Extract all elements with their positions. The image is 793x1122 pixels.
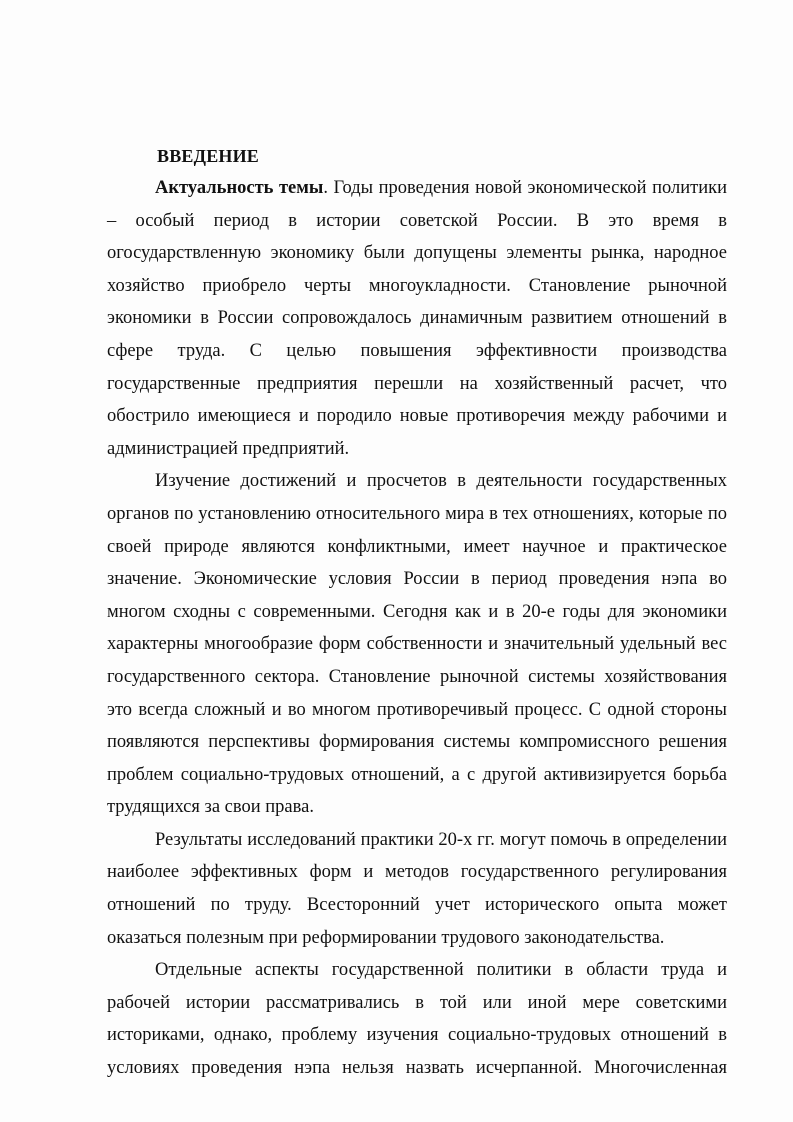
paragraph-historiography (107, 954, 727, 1084)
paragraph-text: Изучение достижений и просчетов в деятельности государственных органов по установлению относительного мира в тех отношениях, которые по своей природе являются конфликтными, имеет научное и практическое значение. Экономические условия России в период проведения нэпа во многом сходны с современными. Сегодня как и в 20-е годы для экономики характерны многообразие форм собственности и значительный удельный вес государственного сектора. Становление рыночной системы хозяйствования это всегда сложный и во многом противоречивый процесс. С одной стороны появляются перспективы формирования системы компромиссного решения проблем социально-трудовых отношений, а с другой активизируется борьба трудящихся за свои права. (107, 471, 727, 818)
body-text (107, 172, 727, 1085)
paragraph-lead: Актуальность темы (155, 178, 324, 198)
paragraph-significance (107, 465, 727, 824)
section-heading: ВВЕДЕНИЕ (157, 146, 260, 166)
paragraph-text: Результаты исследований практики 20-х гг. могут помочь в определении наиболее эффективных форм и методов государственного регулирования отношений по труду. Всесторонний учет исторического опыта может оказаться полезным при реформировании трудового законодательства. (107, 829, 727, 948)
paragraph-results (107, 824, 727, 954)
paragraph-text: . Годы проведения новой экономической политики – особый период в истории советской России. В это время в огосударствленную экономику были допущены элементы рынка, народное хозяйство приобрело черты многоукладности. Становление рыночной экономики в России сопровождалось динамичным развитием отношений в сфере труда. С целью повышения эффективности производства государственные предприятия перешли на хозяйственный расчет, что обострило имеющиеся и породило новые противоречия между рабочими и администрацией предприятий. (107, 178, 727, 459)
paragraph-relevance (107, 172, 727, 465)
paragraph-text: Отдельные аспекты государственной политики в области труда и рабочей истории рассматривались в той или иной мере советскими историками, однако, проблему изучения социально-трудовых отношений в условиях проведения нэпа нельзя назвать исчерпанной. Многочисленная (107, 960, 727, 1079)
